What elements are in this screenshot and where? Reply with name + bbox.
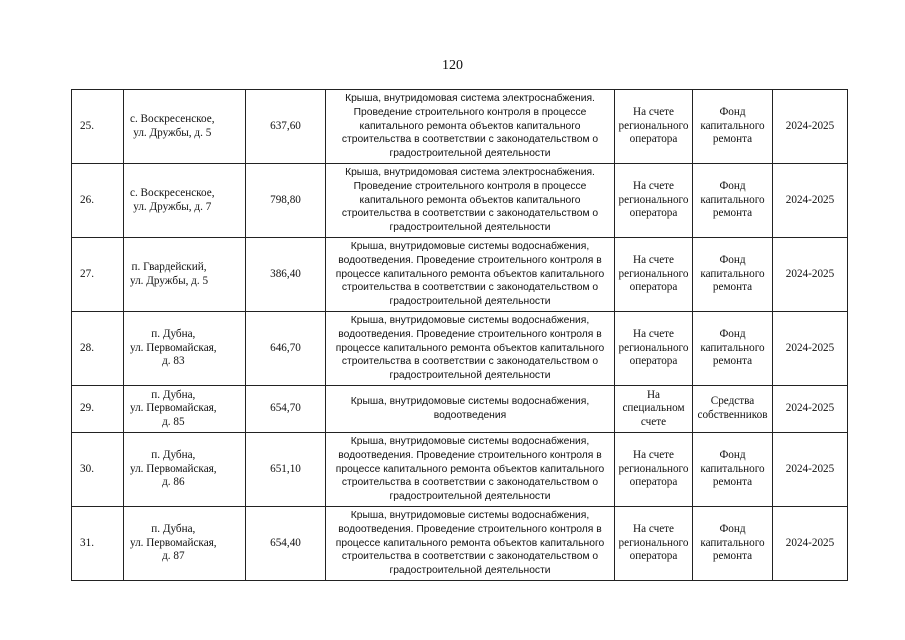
row-number: 31. bbox=[72, 507, 124, 581]
account-cell: На счете регионального оператора bbox=[615, 90, 693, 164]
period-cell: 2024-2025 bbox=[773, 90, 848, 164]
address-cell bbox=[124, 164, 246, 238]
address-text: п. Дубна, ул. Первомайская, д. 86 bbox=[130, 449, 217, 489]
period-cell: 2024-2025 bbox=[773, 386, 848, 433]
row-number: 27. bbox=[72, 238, 124, 312]
table-row bbox=[72, 164, 848, 238]
funding-source-cell: Средства собственников bbox=[693, 386, 773, 433]
address-text: п. Дубна, ул. Первомайская, д. 85 bbox=[130, 388, 217, 428]
account-cell: На счете регионального оператора bbox=[615, 164, 693, 238]
row-number: 25. bbox=[72, 90, 124, 164]
funding-source-cell: Фонд капитального ремонта bbox=[693, 312, 773, 386]
page-number: 120 bbox=[442, 58, 463, 73]
area-cell: 386,40 bbox=[246, 238, 326, 312]
area-cell: 798,80 bbox=[246, 164, 326, 238]
area-cell: 654,40 bbox=[246, 507, 326, 581]
funding-source-cell: Фонд капитального ремонта bbox=[693, 507, 773, 581]
area-cell: 654,70 bbox=[246, 386, 326, 433]
works-cell: Крыша, внутридомовые системы водоснабжения, водоотведения bbox=[326, 386, 615, 433]
works-cell: Крыша, внутридомовые системы водоснабжения, водоотведения. Проведение строительного контроля в процессе капитального ремонта объектов капитального строительства в соответствии с законодательством о градостроительной деятельности bbox=[326, 312, 615, 386]
row-number: 29. bbox=[72, 386, 124, 433]
funding-source-cell: Фонд капитального ремонта bbox=[693, 433, 773, 507]
works-cell: Крыша, внутридомовая система электроснабжения. Проведение строительного контроля в процессе капитального ремонта объектов капитального строительства в соответствии с законодательством о градостроительной деятельности bbox=[326, 90, 615, 164]
funding-source-cell: Фонд капитального ремонта bbox=[693, 164, 773, 238]
address-cell bbox=[124, 386, 246, 433]
row-number: 28. bbox=[72, 312, 124, 386]
table-row bbox=[72, 238, 848, 312]
period-cell: 2024-2025 bbox=[773, 433, 848, 507]
address-cell bbox=[124, 90, 246, 164]
funding-source-cell: Фонд капитального ремонта bbox=[693, 238, 773, 312]
account-cell: На специальном счете bbox=[615, 386, 693, 433]
address-cell bbox=[124, 507, 246, 581]
address-text: с. Воскресенское, ул. Дружбы, д. 5 bbox=[130, 112, 215, 139]
works-cell: Крыша, внутридомовые системы водоснабжения, водоотведения. Проведение строительного контроля в процессе капитального ремонта объектов капитального строительства в соответствии с законодательством о градостроительной деятельности bbox=[326, 507, 615, 581]
table-row bbox=[72, 90, 848, 164]
table-row bbox=[72, 312, 848, 386]
address-cell bbox=[124, 433, 246, 507]
account-cell: На счете регионального оператора bbox=[615, 312, 693, 386]
account-cell: На счете регионального оператора bbox=[615, 238, 693, 312]
period-cell: 2024-2025 bbox=[773, 164, 848, 238]
row-number: 26. bbox=[72, 164, 124, 238]
account-cell: На счете регионального оператора bbox=[615, 507, 693, 581]
area-cell: 651,10 bbox=[246, 433, 326, 507]
table-row bbox=[72, 433, 848, 507]
table-row bbox=[72, 386, 848, 433]
row-number: 30. bbox=[72, 433, 124, 507]
period-cell: 2024-2025 bbox=[773, 507, 848, 581]
works-cell: Крыша, внутридомовая система электроснабжения. Проведение строительного контроля в процессе капитального ремонта объектов капитального строительства в соответствии с законодательством о градостроительной деятельности bbox=[326, 164, 615, 238]
account-cell: На счете регионального оператора bbox=[615, 433, 693, 507]
period-cell: 2024-2025 bbox=[773, 312, 848, 386]
address-cell bbox=[124, 312, 246, 386]
address-cell bbox=[124, 238, 246, 312]
works-cell: Крыша, внутридомовые системы водоснабжения, водоотведения. Проведение строительного контроля в процессе капитального ремонта объектов капитального строительства в соответствии с законодательством о градостроительной деятельности bbox=[326, 238, 615, 312]
address-text: п. Гвардейский, ул. Дружбы, д. 5 bbox=[130, 260, 209, 287]
period-cell: 2024-2025 bbox=[773, 238, 848, 312]
table-row bbox=[72, 507, 848, 581]
address-text: п. Дубна, ул. Первомайская, д. 87 bbox=[130, 523, 217, 563]
works-cell: Крыша, внутридомовые системы водоснабжения, водоотведения. Проведение строительного контроля в процессе капитального ремонта объектов капитального строительства в соответствии с законодательством о градостроительной деятельности bbox=[326, 433, 615, 507]
address-text: п. Дубна, ул. Первомайская, д. 83 bbox=[130, 328, 217, 368]
area-cell: 646,70 bbox=[246, 312, 326, 386]
area-cell: 637,60 bbox=[246, 90, 326, 164]
address-text: с. Воскресенское, ул. Дружбы, д. 7 bbox=[130, 186, 215, 213]
funding-source-cell: Фонд капитального ремонта bbox=[693, 90, 773, 164]
repair-register-table bbox=[71, 89, 848, 581]
